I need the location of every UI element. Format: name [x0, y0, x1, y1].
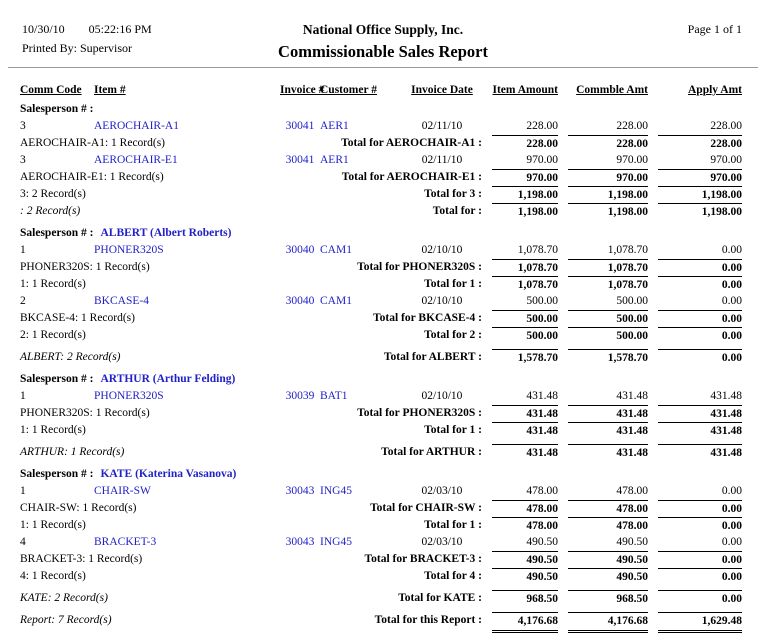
commble-amt-cell: 490.50: [616, 536, 648, 548]
item-amount-total: 431.48: [492, 405, 558, 423]
report-date: 10/30/10: [22, 22, 65, 36]
company-name: National Office Supply, Inc.: [302, 22, 464, 37]
apply-amt-total: 0.00: [658, 568, 742, 586]
total-label: Total for 1 :: [424, 519, 482, 531]
commble-amt-cell: 228.00: [616, 120, 648, 132]
group-row: [0, 466, 766, 483]
commble-amt-cell: 1,078.70: [607, 244, 648, 256]
salesperson-label: Salesperson # :: [20, 373, 94, 385]
record-count-label: AEROCHAIR-E1: 1 Record(s): [20, 171, 164, 183]
apply-amt-total: 970.00: [658, 169, 742, 187]
comm-code-cell: 4: [20, 536, 26, 548]
total-row: [0, 568, 766, 585]
apply-amt-total: 431.48: [658, 405, 742, 423]
detail-row: [0, 534, 766, 551]
invoice-date-cell: 02/11/10: [421, 154, 463, 166]
item-amount-total: 1,078.70: [492, 259, 558, 277]
report-rows: [0, 101, 766, 629]
record-count-label: 3: 2 Record(s): [20, 188, 86, 200]
total-label: Total for this Report :: [374, 614, 482, 626]
commble-amt-total: 478.00: [568, 500, 648, 518]
apply-amt-total: 0.00: [658, 590, 742, 608]
col-invoice-date: Invoice Date: [411, 84, 473, 96]
record-count-label: Report: 7 Record(s): [20, 614, 112, 626]
item-amount-cell: 490.50: [526, 536, 558, 548]
invoice-link[interactable]: 30040: [285, 295, 315, 307]
total-label: Total for BKCASE-4 :: [373, 312, 482, 324]
total-label: Total for 2 :: [424, 329, 482, 341]
record-count-label: 2: 1 Record(s): [20, 329, 86, 341]
total-row: [0, 551, 766, 568]
item-amount-total: 968.50: [492, 590, 558, 608]
apply-amt-total: 1,198.00: [658, 203, 742, 221]
apply-amt-total: 431.48: [658, 422, 742, 440]
customer-link[interactable]: ING45: [320, 536, 352, 548]
col-customer: Customer #: [320, 84, 377, 96]
item-amount-total: 228.00: [492, 135, 558, 153]
total-label: Total for 1 :: [424, 278, 482, 290]
detail-row: [0, 242, 766, 259]
apply-amt-cell: 970.00: [710, 154, 742, 166]
commble-amt-cell: 970.00: [616, 154, 648, 166]
item-amount-cell: 500.00: [526, 295, 558, 307]
salesperson-label: Salesperson # :: [20, 468, 94, 480]
total-label: Total for BRACKET-3 :: [364, 553, 482, 565]
header-divider: [8, 67, 758, 68]
total-label: Total for 4 :: [424, 570, 482, 582]
total-label: Total for ARTHUR :: [381, 446, 482, 458]
record-count-label: PHONER320S: 1 Record(s): [20, 261, 150, 273]
group-row: [0, 371, 766, 388]
item-amount-total: 1,578.70: [492, 349, 558, 367]
total-row: [0, 405, 766, 422]
total-row: [0, 276, 766, 293]
detail-row: [0, 483, 766, 500]
detail-row: [0, 118, 766, 135]
commble-amt-total: 500.00: [568, 310, 648, 328]
total-row: [0, 517, 766, 534]
record-count-label: 1: 1 Record(s): [20, 424, 86, 436]
commble-amt-cell: 500.00: [616, 295, 648, 307]
col-item-amount: Item Amount: [492, 84, 558, 96]
group-row: [0, 101, 766, 118]
record-count-label: : 2 Record(s): [20, 205, 81, 217]
total-row: [0, 422, 766, 439]
apply-amt-total: 0.00: [658, 500, 742, 518]
invoice-link[interactable]: 30043: [285, 485, 315, 497]
comm-code-cell: 3: [20, 154, 26, 166]
commble-amt-total: 478.00: [568, 517, 648, 535]
record-count-label: 1: 1 Record(s): [20, 278, 86, 290]
apply-amt-cell: 0.00: [721, 244, 742, 256]
total-row: [0, 327, 766, 344]
apply-amt-cell: 0.00: [721, 485, 742, 497]
total-row: [0, 310, 766, 327]
apply-amt-total: 0.00: [658, 327, 742, 345]
apply-amt-total: 0.00: [658, 349, 742, 367]
record-count-label: 4: 1 Record(s): [20, 570, 86, 582]
invoice-link[interactable]: 30039: [285, 390, 315, 402]
salesperson-name-link[interactable]: ALBERT (Albert Roberts): [100, 227, 232, 239]
total-row: [0, 135, 766, 152]
item-amount-total: 4,176.68: [492, 612, 558, 633]
comm-code-cell: 1: [20, 485, 26, 497]
comm-code-cell: 1: [20, 244, 26, 256]
item-link[interactable]: BRACKET-3: [94, 536, 157, 548]
report-title: Commissionable Sales Report: [278, 42, 488, 61]
report-header: [0, 0, 766, 67]
apply-amt-total: 0.00: [658, 310, 742, 328]
record-count-label: BRACKET-3: 1 Record(s): [20, 553, 143, 565]
detail-row: [0, 293, 766, 310]
item-link[interactable]: CHAIR-SW: [94, 485, 151, 497]
item-link[interactable]: PHONER320S: [94, 390, 164, 402]
item-amount-cell: 970.00: [526, 154, 558, 166]
record-count-label: 1: 1 Record(s): [20, 519, 86, 531]
item-amount-total: 478.00: [492, 500, 558, 518]
comm-code-cell: 1: [20, 390, 26, 402]
apply-amt-cell: 228.00: [710, 120, 742, 132]
commble-amt-total: 968.50: [568, 590, 648, 608]
col-invoice: Invoice #: [280, 84, 325, 96]
total-label: Total for PHONER320S :: [357, 407, 482, 419]
commble-amt-total: 1,198.00: [568, 203, 648, 221]
total-label: Total for 3 :: [424, 188, 482, 200]
commble-amt-total: 228.00: [568, 135, 648, 153]
record-count-label: CHAIR-SW: 1 Record(s): [20, 502, 137, 514]
page-number: Page 1 of 1: [687, 22, 742, 36]
total-row: [0, 186, 766, 203]
total-label: Total for ALBERT :: [383, 351, 482, 363]
commble-amt-cell: 478.00: [616, 485, 648, 497]
item-amount-total: 500.00: [492, 310, 558, 328]
comm-code-cell: 2: [20, 295, 26, 307]
apply-amt-cell: 0.00: [721, 295, 742, 307]
invoice-date-cell: 02/03/10: [421, 536, 463, 548]
total-label: Total for KATE :: [398, 592, 482, 604]
item-amount-total: 1,198.00: [492, 186, 558, 204]
total-label: Total for AEROCHAIR-E1 :: [341, 171, 482, 183]
invoice-date-cell: 02/11/10: [421, 120, 463, 132]
col-item: Item #: [94, 84, 126, 96]
commble-amt-total: 431.48: [568, 444, 648, 462]
item-link[interactable]: BKCASE-4: [94, 295, 149, 307]
commble-amt-total: 490.50: [568, 568, 648, 586]
item-amount-cell: 431.48: [526, 390, 558, 402]
item-link[interactable]: AEROCHAIR-E1: [94, 154, 178, 166]
apply-amt-total: 0.00: [658, 517, 742, 535]
printed-by: Printed By: Supervisor: [22, 41, 132, 55]
salesperson-name-link[interactable]: KATE (Katerina Vasanova): [100, 468, 237, 480]
invoice-link[interactable]: 30040: [285, 244, 315, 256]
customer-link[interactable]: BAT1: [320, 390, 348, 402]
invoice-date-cell: 02/03/10: [421, 485, 463, 497]
commble-amt-cell: 431.48: [616, 390, 648, 402]
item-link[interactable]: PHONER320S: [94, 244, 164, 256]
apply-amt-cell: 431.48: [710, 390, 742, 402]
date-time: [22, 22, 152, 37]
apply-amt-total: 0.00: [658, 259, 742, 277]
record-count-label: AEROCHAIR-A1: 1 Record(s): [20, 137, 166, 149]
item-amount-total: 478.00: [492, 517, 558, 535]
grand-total-row: [0, 612, 766, 629]
record-count-label: KATE: 2 Record(s): [20, 592, 108, 604]
commble-amt-total: 1,078.70: [568, 259, 648, 277]
commble-amt-total: 1,078.70: [568, 276, 648, 294]
customer-link[interactable]: ING45: [320, 485, 352, 497]
total-row: [0, 203, 766, 220]
detail-row: [0, 152, 766, 169]
item-amount-total: 1,078.70: [492, 276, 558, 294]
apply-amt-cell: 0.00: [721, 536, 742, 548]
salesperson-name-link[interactable]: ARTHUR (Arthur Felding): [100, 373, 236, 385]
commble-amt-total: 431.48: [568, 422, 648, 440]
commble-amt-total: 4,176.68: [568, 612, 648, 633]
item-amount-total: 490.50: [492, 551, 558, 569]
record-count-label: ARTHUR: 1 Record(s): [20, 446, 125, 458]
invoice-link[interactable]: 30041: [285, 154, 315, 166]
commble-amt-total: 431.48: [568, 405, 648, 423]
total-label: Total for 1 :: [424, 424, 482, 436]
commble-amt-total: 970.00: [568, 169, 648, 187]
total-row: [0, 349, 766, 366]
col-comm-code: Comm Code: [20, 84, 82, 96]
commble-amt-total: 490.50: [568, 551, 648, 569]
header-left: [22, 22, 152, 56]
invoice-link[interactable]: 30043: [285, 536, 315, 548]
total-row: [0, 444, 766, 461]
column-headers: [0, 84, 766, 96]
invoice-date-cell: 02/10/10: [421, 390, 463, 402]
apply-amt-total: 1,629.48: [658, 612, 742, 633]
commble-amt-total: 1,578.70: [568, 349, 648, 367]
customer-link[interactable]: CAM1: [320, 244, 352, 256]
total-label: Total for CHAIR-SW :: [370, 502, 482, 514]
item-amount-total: 431.48: [492, 422, 558, 440]
apply-amt-total: 0.00: [658, 551, 742, 569]
item-amount-total: 490.50: [492, 568, 558, 586]
col-apply-amt: Apply Amt: [688, 84, 742, 96]
record-count-label: PHONER320S: 1 Record(s): [20, 407, 150, 419]
item-amount-total: 500.00: [492, 327, 558, 345]
item-amount-cell: 228.00: [526, 120, 558, 132]
record-count-label: ALBERT: 2 Record(s): [20, 351, 121, 363]
report-time: 05:22:16 PM: [88, 22, 152, 36]
commble-amt-total: 500.00: [568, 327, 648, 345]
item-link[interactable]: AEROCHAIR-A1: [94, 120, 179, 132]
invoice-date-cell: 02/10/10: [421, 295, 463, 307]
invoice-link[interactable]: 30041: [285, 120, 315, 132]
total-row: [0, 500, 766, 517]
apply-amt-total: 431.48: [658, 444, 742, 462]
customer-link[interactable]: AER1: [320, 154, 349, 166]
total-row: [0, 259, 766, 276]
commble-amt-total: 1,198.00: [568, 186, 648, 204]
record-count-label: BKCASE-4: 1 Record(s): [20, 312, 135, 324]
total-row: [0, 590, 766, 607]
total-label: Total for PHONER320S :: [357, 261, 482, 273]
invoice-date-cell: 02/10/10: [421, 244, 463, 256]
salesperson-label: Salesperson # :: [20, 103, 94, 115]
item-amount-cell: 478.00: [526, 485, 558, 497]
item-amount-total: 431.48: [492, 444, 558, 462]
total-label: Total for AEROCHAIR-A1 :: [341, 137, 482, 149]
item-amount-cell: 1,078.70: [517, 244, 558, 256]
detail-row: [0, 388, 766, 405]
apply-amt-total: 0.00: [658, 276, 742, 294]
group-row: [0, 225, 766, 242]
salesperson-label: Salesperson # :: [20, 227, 94, 239]
customer-link[interactable]: CAM1: [320, 295, 352, 307]
apply-amt-total: 1,198.00: [658, 186, 742, 204]
customer-link[interactable]: AER1: [320, 120, 349, 132]
apply-amt-total: 228.00: [658, 135, 742, 153]
item-amount-total: 970.00: [492, 169, 558, 187]
comm-code-cell: 3: [20, 120, 26, 132]
total-row: [0, 169, 766, 186]
total-label: Total for :: [432, 205, 482, 217]
col-commble-amt: Commble Amt: [576, 84, 648, 96]
item-amount-total: 1,198.00: [492, 203, 558, 221]
